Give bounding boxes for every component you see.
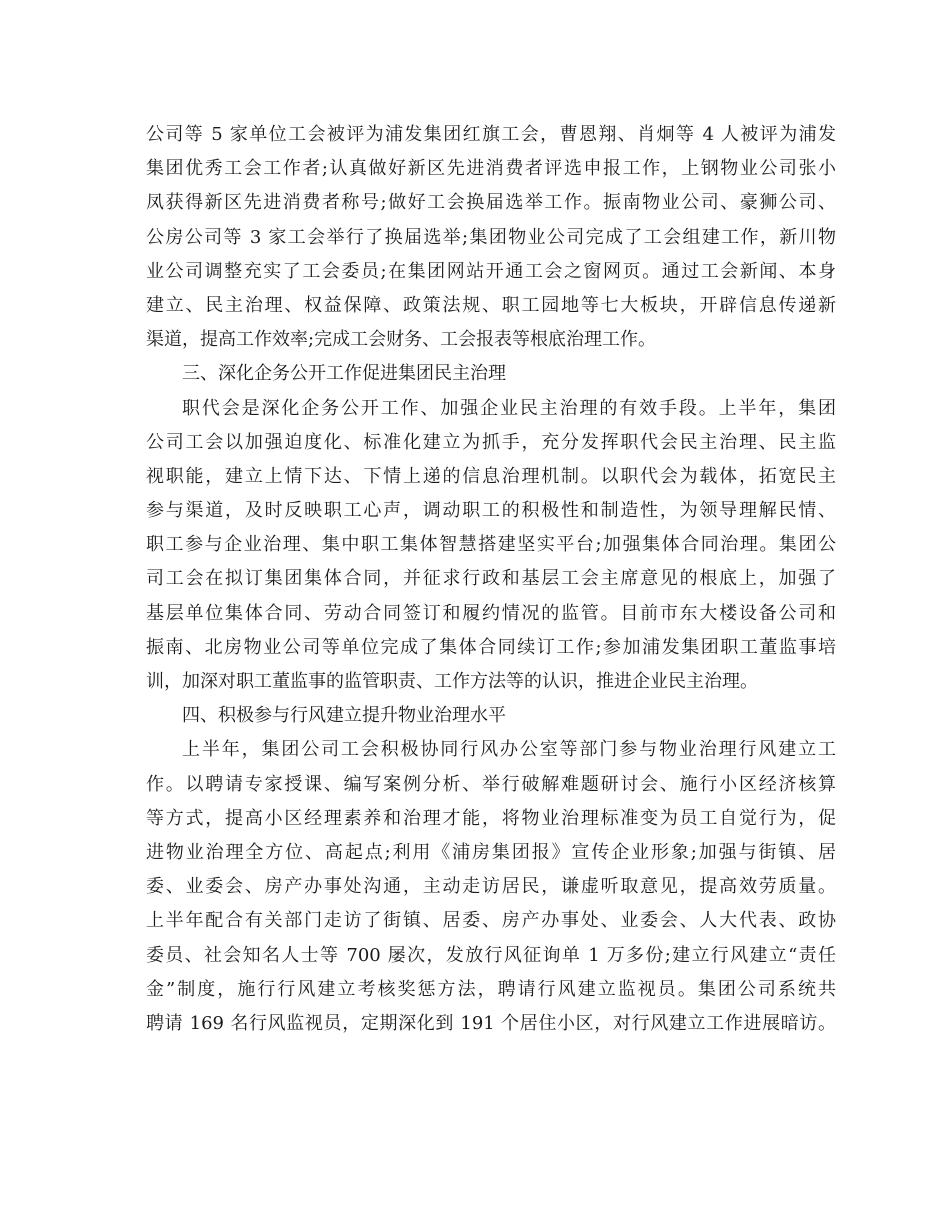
text-line: 司工会在拟订集团集体合同，并征求行政和基层工会主席意见的根底上，加强了 <box>146 568 836 590</box>
text-line: 聘请 169 名行风监视员，定期深化到 191 个居住小区，对行风建立工作进展暗访。 <box>146 1012 836 1034</box>
text-line: 建立、民主治理、权益保障、政策法规、职工园地等七大板块，开辟信息传递新 <box>146 294 836 316</box>
text-line: 渠道，提高工作效率;完成工会财务、工会报表等根底治理工作。 <box>146 329 657 351</box>
text-line: 公司等 5 家单位工会被评为浦发集团红旗工会，曹恩翔、肖炯等 4 人被评为浦发 <box>146 124 836 145</box>
text-line: 等方式，提高小区经理素养和治理才能，将物业治理标准变为员工自觉行为，促 <box>146 807 836 829</box>
text-line: 公司工会以加强迫度化、标准化建立为抓手，充分发挥职代会民主治理、民主监 <box>146 431 836 453</box>
text-line: 振南、北房物业公司等单位完成了集体合同续订工作;参加浦发集团职工董监事培 <box>146 636 836 658</box>
text-line: 职代会是深化企务公开工作、加强企业民主治理的有效手段。上半年，集团 <box>182 397 836 419</box>
section-heading: 三、深化企务公开工作促进集团民主治理 <box>182 363 506 385</box>
text-line: 上半年配合有关部门走访了街镇、居委、房产办事处、业委会、人大代表、政协 <box>146 910 836 932</box>
section-heading: 四、积极参与行风建立提升物业治理水平 <box>182 705 506 727</box>
text-line: 凤获得新区先进消费者称号;做好工会换届选举工作。振南物业公司、豪狮公司、 <box>146 192 836 214</box>
document-body <box>146 118 836 1041</box>
text-line: 业公司调整充实了工会委员;在集团网站开通工会之窗网页。通过工会新闻、本身 <box>146 260 836 282</box>
text-line: 委、业委会、房产办事处沟通，主动走访居民，谦虚听取意见，提高效劳质量。 <box>146 876 836 898</box>
text-line: 金”制度，施行行风建立考核奖惩方法，聘请行风建立监视员。集团公司系统共 <box>146 978 836 1000</box>
text-line: 基层单位集体合同、劳动合同签订和履约情况的监管。目前市东大楼设备公司和 <box>146 602 836 624</box>
text-line: 视职能，建立上情下达、下情上递的信息治理机制。以职代会为载体，拓宽民主 <box>146 465 836 487</box>
text-line: 作。以聘请专家授课、编写案例分析、举行破解难题研讨会、施行小区经济核算 <box>146 773 836 795</box>
text-line: 参与渠道，及时反映职工心声，调动职工的积极性和制造性，为领导理解民情、 <box>146 500 836 522</box>
text-line: 集团优秀工会工作者;认真做好新区先进消费者评选申报工作，上钢物业公司张小 <box>146 158 836 180</box>
text-line: 公房公司等 3 家工会举行了换届选举;集团物业公司完成了工会组建工作，新川物 <box>146 226 836 248</box>
text-line: 训，加深对职工董监事的监管职责、工作方法等的认识，推进企业民主治理。 <box>146 671 758 692</box>
text-line: 进物业治理全方位、高起点;利用《浦房集团报》宣传企业形象;加强与街镇、居 <box>146 841 836 863</box>
text-line: 上半年，集团公司工会积极协同行风办公室等部门参与物业治理行风建立工 <box>182 739 836 761</box>
text-line: 委员、社会知名人士等 700 屡次，发放行风征询单 1 万多份;建立行风建立“责任 <box>146 944 836 966</box>
text-line: 职工参与企业治理、集中职工集体智慧搭建坚实平台;加强集体合同治理。集团公 <box>146 534 836 556</box>
